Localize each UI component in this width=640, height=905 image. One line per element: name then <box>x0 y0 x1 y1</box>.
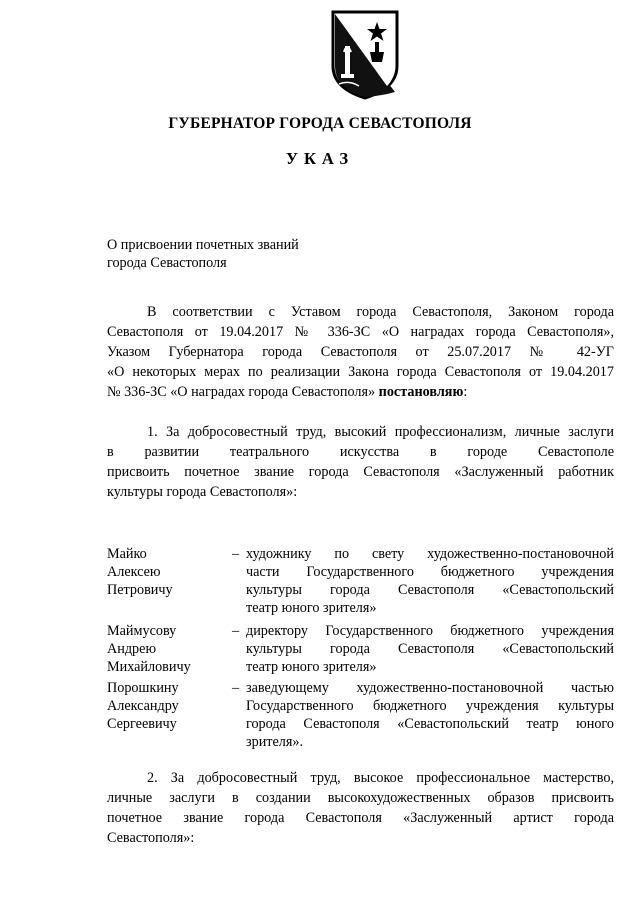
item-1-line: культуры города Севастополя»: <box>107 484 298 500</box>
item-1-line: в развитии театрального искусства в городе Севастополе <box>107 444 614 460</box>
awardee-position <box>232 679 614 751</box>
preamble-text: № 336-ЗС «О наградах города Севастополя» <box>107 384 376 400</box>
awardee-first-name: Андрею <box>107 641 157 657</box>
position-line: части Государственного бюджетного учреждения <box>246 564 614 580</box>
awardee-name <box>107 622 240 676</box>
awardee-position <box>232 545 614 617</box>
awardee-surname: Маймусову <box>107 623 177 639</box>
preamble-colon: : <box>463 384 468 400</box>
item-1-line: присвоить почетное звание города Севастополя «Заслуженный работник <box>107 464 614 480</box>
issuer-title: ГУБЕРНАТОР ГОРОДА СЕВАСТОПОЛЯ <box>168 115 472 132</box>
awardee-first-name: Александру <box>107 698 179 714</box>
sevastopol-coat-of-arms-emblem <box>329 8 401 100</box>
item-2-paragraph <box>107 768 614 848</box>
document-subject <box>107 236 299 272</box>
awardee-position <box>232 622 614 676</box>
position-line: Государственного бюджетного учреждения культуры <box>246 698 614 714</box>
item-2-line: почетное звание города Севастополя «Заслуженный артист города <box>107 810 614 826</box>
awardee-name <box>107 679 240 733</box>
document-type: УКАЗ <box>285 149 355 168</box>
position-line: театр юного зрителя» <box>246 600 377 616</box>
awardee-name <box>107 545 240 599</box>
position-line: театр юного зрителя» <box>246 659 377 675</box>
list-dash: – <box>232 623 240 639</box>
position-line: директору Государственного бюджетного учреждения <box>246 623 614 639</box>
preamble-line: «О некоторых мерах по реализации Закона города Севастополя от 19.04.2017 <box>107 364 614 380</box>
item-2-line: личные заслуги в создании высокохудожественных образов присвоить <box>107 790 614 806</box>
position-line: заведующему художественно-постановочной частью <box>246 680 614 696</box>
position-line: культуры города Севастополя «Севастопольский <box>246 641 614 657</box>
awardee-patronymic: Михайловичу <box>107 659 191 675</box>
decree-verb: постановляю <box>378 384 464 400</box>
position-line: зрителя». <box>246 734 304 750</box>
preamble-line: Севастополя от 19.04.2017 № 336-ЗС «О наградах города Севастополя», <box>107 324 614 340</box>
item-2-line: 2. За добросовестный труд, высокое профессиональное мастерство, <box>147 770 614 786</box>
item-2-line: Севастополя»: <box>107 830 195 846</box>
item-1-paragraph <box>107 422 614 502</box>
list-dash: – <box>232 680 240 696</box>
position-line: культуры города Севастополя «Севастопольский <box>246 582 614 598</box>
subject-line-1: О присвоении почетных званий <box>107 237 299 253</box>
list-dash: – <box>232 546 240 562</box>
preamble-line-last <box>107 382 614 402</box>
subject-line-2: города Севастополя <box>107 255 227 271</box>
preamble-line: В соответствии с Уставом города Севастополя, Законом города <box>147 304 614 320</box>
preamble-line: Указом Губернатора города Севастополя от 25.07.2017 № 42-УГ <box>107 344 614 360</box>
item-1-line: 1. За добросовестный труд, высокий профессионализм, личные заслуги <box>147 424 614 440</box>
position-line: художнику по свету художественно-постановочной <box>246 546 614 562</box>
awardee-patronymic: Петровичу <box>107 582 173 598</box>
preamble-paragraph <box>107 302 614 402</box>
awardee-first-name: Алексею <box>107 564 161 580</box>
awardee-surname: Майко <box>107 546 147 562</box>
awardee-patronymic: Сергеевичу <box>107 716 177 732</box>
awardee-surname: Порошкину <box>107 680 179 696</box>
position-line: города Севастополя «Севастопольский театр юного <box>246 716 614 732</box>
